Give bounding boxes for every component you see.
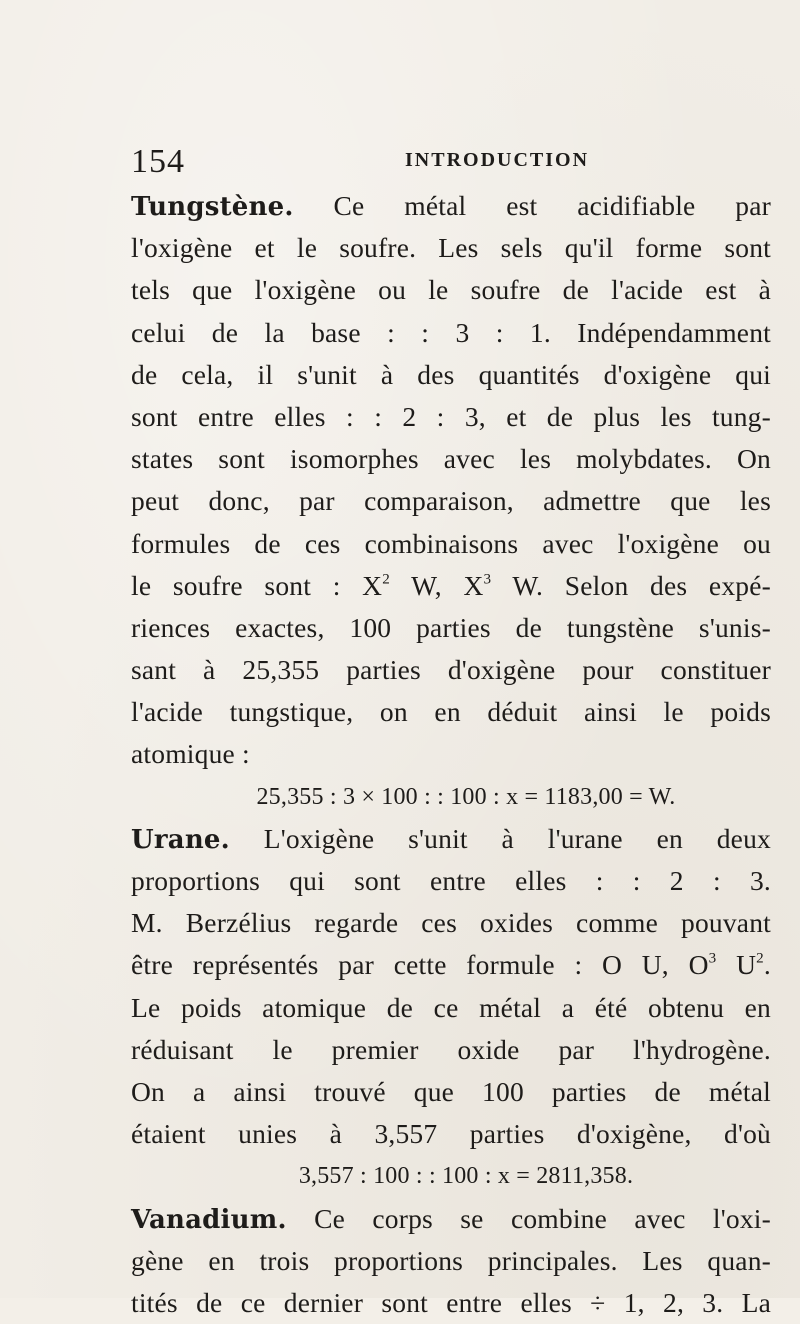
paragraph-line: states sont isomorphes avec les molybdates. On (131, 443, 771, 475)
paragraph-line: étaient unies à 3,557 parties d'oxigène, d'où (131, 1118, 771, 1150)
paragraph-line: On a ainsi trouvé que 100 parties de métal (131, 1075, 771, 1107)
paragraph-line: tels que l'oxigène ou le soufre de l'acide est à (131, 274, 771, 306)
paragraph-line: de cela, il s'unit à des quantités d'oxigène qui (131, 358, 771, 390)
paragraph-line: M. Berzélius regarde ces oxides comme pouvant (131, 907, 771, 939)
paragraph-line: sant à 25,355 parties d'oxigène pour constituer (131, 654, 771, 686)
paragraph-line: sont entre elles : : 2 : 3, et de plus les tung- (131, 400, 771, 432)
running-head: INTRODUCTION (405, 149, 590, 171)
paragraph-line: Tungstène. Ce métal est acidifiable par (131, 190, 771, 222)
page-number: 154 (131, 143, 185, 180)
paragraph-line: l'oxigène et le soufre. Les sels qu'il forme sont (131, 232, 771, 264)
paragraph-line: atomique : (131, 738, 250, 770)
paragraph-line: Vanadium. Ce corps se combine avec l'oxi- (131, 1202, 771, 1235)
paragraph-line: formules de ces combinaisons avec l'oxigène ou (131, 527, 771, 559)
paragraph-line: proportions qui sont entre elles : : 2 : 3. (131, 865, 771, 896)
formula-urane: 3,557 : 100 : : 100 : x = 2811,358. (298, 1163, 634, 1190)
body-text (131, 185, 771, 1324)
paragraph-line: gène en trois proportions principales. Les quan- (131, 1244, 771, 1276)
paragraph-line: être représentés par cette formule : O U, $O^3$ $U^2$. (131, 949, 771, 981)
formula-tungstene: 25,355 : 3 × 100 : : 100 : x = 1183,00 = W. (256, 783, 676, 810)
paragraph-line: riences exactes, 100 parties de tungstène s'unis- (131, 611, 771, 643)
paragraph-line: le soufre sont : $X^2$ W, $X^3$ W. Selon des expé- (131, 569, 771, 601)
entry-term-vanadium: Vanadium. (131, 1204, 287, 1235)
paragraph-line: tités de ce dernier sont entre elles ÷ 1, 2, 3. La (131, 1286, 771, 1318)
paragraph-line: celui de la base : : 3 : 1. Indépendamment (131, 316, 771, 348)
paragraph-line: Le poids atomique de ce métal a été obtenu en (131, 991, 771, 1023)
entry-term-urane: Urane. (131, 824, 230, 855)
paragraph-line: peut donc, par comparaison, admettre que les (131, 485, 771, 517)
page-header (131, 142, 771, 182)
paragraph-line: réduisant le premier oxide par l'hydrogène. (131, 1033, 771, 1065)
entry-term-tungstene: Tungstène. (131, 192, 294, 222)
paragraph-line: Urane. L'oxigène s'unit à l'urane en deux (131, 822, 771, 855)
paragraph-line: l'acide tungstique, on en déduit ainsi le poids (131, 696, 771, 728)
